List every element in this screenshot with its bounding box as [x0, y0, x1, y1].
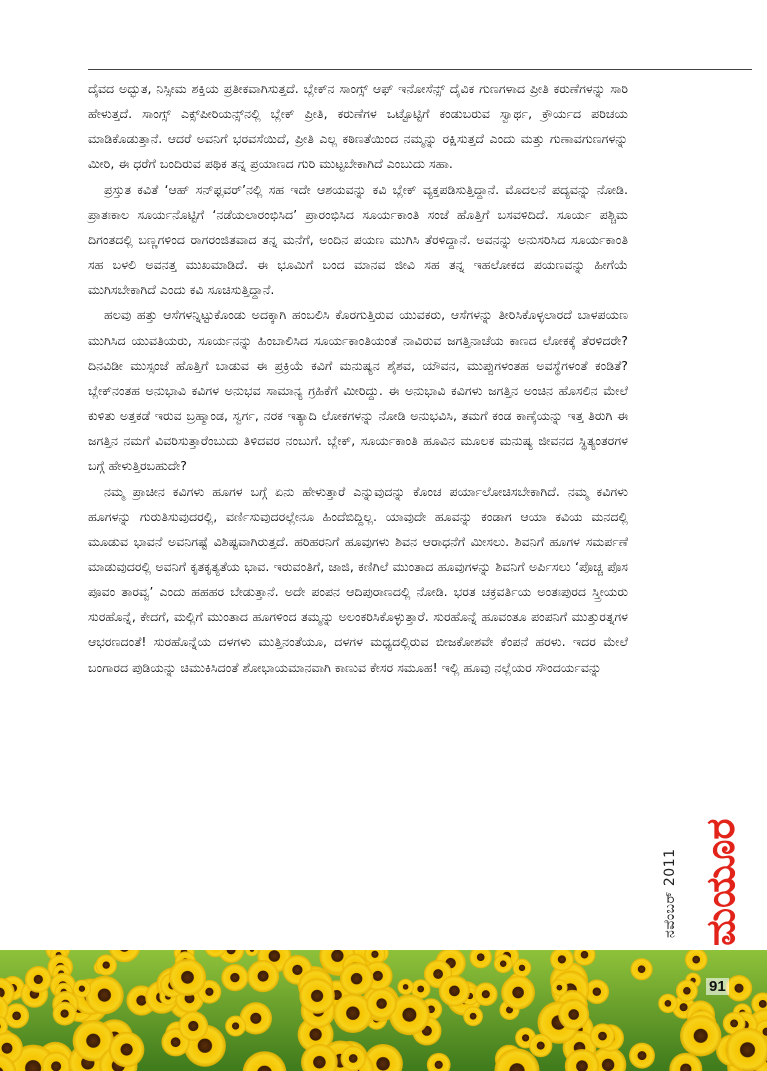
- sunflower-head: [529, 1034, 552, 1057]
- sunflower-head: [501, 976, 535, 1010]
- sunflower-head: [85, 976, 124, 1015]
- magazine-logo: ಮಯೂರ: [697, 818, 744, 946]
- sunflower-head: [726, 975, 752, 1001]
- sunflower-head: [333, 993, 373, 1033]
- sunflower-head: [631, 958, 653, 980]
- sunflower-head: [463, 1006, 483, 1026]
- sunflower-head: [398, 979, 414, 995]
- top-rule: [88, 69, 752, 70]
- sunflower-head: [221, 964, 248, 991]
- sunflower-head: [629, 1043, 655, 1069]
- sunflower-head: [109, 1032, 145, 1068]
- sunflower-head: [340, 962, 374, 996]
- sunflower-head: [341, 1046, 366, 1071]
- sunflower-field-graphic: [0, 950, 767, 1071]
- sunflower-head: [474, 982, 498, 1006]
- sunflower-head: [439, 975, 470, 1006]
- page-number: 91: [706, 978, 729, 995]
- paragraph-1: ದೈವದ ಅದ್ಭುತ, ನಿಸ್ಸೀಮ ಶಕ್ತಿಯ ಪ್ರತೀಕವಾಗಿಸುತ್ತದೆ. ಬ್ಲೇಕ್‌ನ ಸಾಂಗ್ಸ್ ಆಫ್ ಇನೋಸೆನ್ಸ್ ದೈವಿಕ ಗುಣಗಳಾದ ಪ್ರೀತಿ ಕರುಣೆಗಳನ್ನು ಸಾರಿ ಹೇಳುತ್ತದೆ. ಸಾಂಗ್ಸ್ ಎಕ್ಸ್‌ಪೀರಿಯನ್ಸ್‌ನಲ್ಲಿ ಬ್ಲೇಕ್ ಪ್ರೀತಿ, ಕರುಣೆಗಳ ಒಟ್ಟೊಟ್ಟಿಗೆ ಕಂಡುಬರುವ ಸ್ವಾರ್ಥ, ಕ್ರೌರ್ಯದ ಪರಿಚಯ ಮಾಡಿಕೊಡುತ್ತಾನೆ. ಆದರೆ ಅವನಿಗೆ ಭರವಸೆಯಿದೆ, ಪ್ರೀತಿ ಎಲ್ಲ ಕಠಿಣತೆಯಿಂದ ನಮ್ಮನ್ನು ರಕ್ಷಿಸುತ್ತದೆ ಎಂದು ಮತ್ತು ಗುಣಾವಗುಣಗಳನ್ನು ಮೀರಿ, ಈ ಧರೆಗೆ ಬಂದಿರುವ ಪಥಿಕ ತನ್ನ ಪ್ರಯಾಣದ ಗುರಿ ಮುಟ್ಟಬೇಕಾಗಿದೆ ಎಂಬುದು ಸಹಾ.: [88, 81, 628, 172]
- sunflower-head: [73, 980, 91, 998]
- sunflower-head: [590, 1023, 615, 1048]
- sunflower-head: [178, 1011, 208, 1041]
- sunflower-head: [558, 999, 589, 1030]
- sunflower-head: [494, 954, 513, 973]
- sunflower-head: [551, 979, 567, 995]
- paragraph-4: ನಮ್ಮ ಪ್ರಾಚೀನ ಕವಿಗಳು ಹೂಗಳ ಬಗ್ಗೆ ಏನು ಹೇಳುತ್ತಾರೆ ಎನ್ನುವುದನ್ನು ಕೊಂಚ ಪರ್ಯಾಲೋಚಿಸಬೇಕಾಗಿದೆ. ನಮ್ಮ ಕವಿಗಳು ಹೂಗಳನ್ನು ಗುರುತಿಸುವುದರಲ್ಲಿ, ವರ್ಣಿಸುವುದರಲ್ಲೇನೂ ಹಿಂದೆಬಿದ್ದಿಲ್ಲ. ಯಾವುದೇ ಹೂವನ್ನು ಕಂಡಾಗ ಆಯಾ ಕವಿಯ ಮನದಲ್ಲಿ ಮೂಡುವ ಭಾವನೆ ಅವನಿಗಷ್ಟೆ ವಿಶಿಷ್ಟವಾಗಿರುತ್ತದೆ. ಹರಿಹರನಿಗೆ ಹೂವುಗಳು ಶಿವನ ಆರಾಧನೆಗೆ ಮೀಸಲು. ಶಿವನಿಗೆ ಹೂಗಳ ಸಮರ್ಪಣೆ ಮಾಡುವುದರಲ್ಲಿ ಅವನಿಗೆ ಕೃತಕೃತ್ಯತೆಯ ಭಾವ. ಇರುವಂತಿಗೆ, ಜಾಜಿ, ಕಣಿಗಿಲೆ ಮುಂತಾದ ಹೂವುಗಳನ್ನು ಶಿವನಿಗೆ ಅರ್ಪಿಸಲು ‘ಪೊಚ್ಚ ಪೊಸ ಪೂವಂ ತಾರವ್ವ’ ಎಂದು ಹಹಹರ ಬೇಡುತ್ತಾನೆ. ಅದೇ ಪಂಪನ ಆದಿಪುರಾಣದಲ್ಲಿ ನೋಡಿ. ಭರತ ಚಕ್ರವರ್ತಿಯ ಅಂತಃಪುರದ ಸ್ತ್ರೀಯರು ಸುರಹೊನ್ನೆ, ಕೇದಗೆ, ಮಲ್ಲಿಗೆ ಮುಂತಾದ ಹೂಗಳಿಂದ ತಮ್ಮನ್ನು ಅಲಂಕರಿಸಿಕೊಳ್ಳುತ್ತಾರೆ. ಸುರಹೊನ್ನೆ ಹೂವಂತೂ ಪಂಪನಿಗೆ ಮುತ್ತುರತ್ನಗಳ ಆಭರಣದಂತೆ! ಸುರಹೊನ್ನೆಯ ದಳಗಳು ಮುತ್ತಿನಂತೆಯೂ, ದಳಗಳ ಮಧ್ಯದಲ್ಲಿರುವ ಬೀಜಕೋಶವೇ ಕೆಂಪನೆ ಹರಳು. ಇದರ ಮೇಲೆ ಬಂಗಾರದ ಪುಡಿಯನ್ನು ಚಿಮುಕಿಸಿದಂತೆ ಶೋಭಾಯಮಾನವಾಗಿ ಕಾಣುವ ಕೇಸರ ಸಮೂಹ! ಇಲ್ಲಿ ಹೂವು ನಲ್ಲೆಯರ ಸೌಂದರ್ಯವನ್ನು: [88, 483, 628, 675]
- sunflower-head: [658, 994, 677, 1013]
- paragraph-3: ಹಲವು ಹತ್ತು ಆಸೆಗಳನ್ನಿಟ್ಟುಕೊಂಡು ಅದಕ್ಕಾಗಿ ಹಂಬಲಿಸಿ ಕೊರಗುತ್ತಿರುವ ಯುವಕರು, ಆಸೆಗಳನ್ನು ತೀರಿಸಿಕೊಳ್ಳಲಾರದೆ ಬಾಳಪಯಣ ಮುಗಿಸಿದ ಯುವತಿಯರು, ಸೂರ್ಯನನ್ನು ಹಿಂಬಾಲಿಸಿದ ಸೂರ್ಯಕಾಂತಿಯಂತೆ ನಾವಿರುವ ಜಗತ್ತಿನಾಚೆಯ ಕಾಣದ ಲೋಕಕ್ಕೆ ತೆರಳಿದರೇ? ದಿನವಿಡೀ ಮುಸ್ಸಂಜೆ ಹೊತ್ತಿಗೆ ಬಾಡುವ ಈ ಪ್ರಕ್ರಿಯೆ ಕವಿಗೆ ಮನುಷ್ಯನ ಶೈಶವ, ಯೌವನ, ಮುಪ್ಪುಗಳಂತಹ ಅವಸ್ಥೆಗಳಂತೆ ಕಂಡಿತೆ? ಬ್ಲೇಕ್‌ನಂತಹ ಅನುಭಾವಿ ಕವಿಗಳ ಅನುಭವ ಸಾಮಾನ್ಯ ಗ್ರಹಿಕೆಗೆ ಮೀರಿದ್ದು. ಈ ಅನುಭಾವಿ ಕವಿಗಳು ಜಗತ್ತಿನ ಅಂಚಿನ ಹೊಸಲಿನ ಮೇಲೆ ಕುಳಿತು ಅತ್ತಕಡೆ ಇರುವ ಬ್ರಹ್ಮಾಂಡ, ಸ್ವರ್ಗ, ನರಕ ಇತ್ಯಾದಿ ಲೋಕಗಳನ್ನು ನೋಡಿ ಅನುಭವಿಸಿ, ತಮಗೆ ಕಂಡ ಕಾಣ್ಕೆಯನ್ನು ಇತ್ತ ತಿರುಗಿ ಈ ಜಗತ್ತಿನ ನಮಗೆ ವಿವರಿಸುತ್ತಾರೆಂಬುದು ತಿಳಿದವರ ನಂಬುಗೆ. ಬ್ಲೇಕ್, ಸೂರ್ಯಕಾಂತಿ ಹೂವಿನ ಮೂಲಕ ಮನುಷ್ಯ ಜೀವನದ ಸ್ಥಿತ್ಯಂತರಗಳ ಬಗ್ಗೆ ಹೇಳುತ್ತಿರಬಹುದೇ?: [88, 307, 628, 474]
- sunflower-head: [225, 1016, 246, 1037]
- sunflower-head: [513, 959, 532, 978]
- article-body: [88, 76, 628, 680]
- sunflower-head: [299, 978, 335, 1014]
- sunflower-head: [53, 1002, 77, 1026]
- sunflower-head: [247, 960, 279, 992]
- sunflower-head: [25, 966, 52, 993]
- sunflower-head: [366, 988, 397, 1019]
- sunflower-head: [676, 980, 698, 1002]
- sunflower-head: [680, 1015, 721, 1056]
- sunflower-field-image: [0, 950, 767, 1071]
- sunflower-head: [96, 954, 117, 975]
- sunflower-head: [169, 959, 206, 996]
- issue-date: ನವೆಂಬರ್ 2011: [662, 848, 678, 938]
- paragraph-2: ಪ್ರಸ್ತುತ ಕವಿತೆ ‘ಆಹ್ ಸನ್‌ಫ್ಲವರ್’ನಲ್ಲಿ ಸಹ ಇದೇ ಆಶಯವನ್ನು ಕವಿ ಬ್ಲೇಕ್ ವ್ಯಕ್ತಪಡಿಸುತ್ತಿದ್ದಾನೆ. ಮೊದಲನೆ ಪದ್ಯವನ್ನು ನೋಡಿ. ಪ್ರಾತಃಕಾಲ ಸೂರ್ಯನೊಟ್ಟಿಗೆ ‘ನಡೆಯಲಾರಂಭಿಸಿದ’ ಪ್ರಾರಂಭಿಸಿದ ಸೂರ್ಯಕಾಂತಿ ಸಂಜೆ ಹೊತ್ತಿಗೆ ಬಸವಳಿದಿದೆ. ಸೂರ್ಯ ಪಶ್ಚಿಮ ದಿಗಂತದಲ್ಲಿ ಬಣ್ಣಗಳಿಂದ ರಾಗರಂಜಿತವಾದ ತನ್ನ ಮನೆಗೆ, ಅಂದಿನ ಪಯಣ ಮುಗಿಸಿ ತೆರಳಿದ್ದಾನೆ. ಅವನನ್ನು ಅನುಸರಿಸಿದ ಸೂರ್ಯಕಾಂತಿ ಸಹ ಬಳಲಿ ಅವನತ್ತ ಮುಖಮಾಡಿದೆ. ಈ ಭೂಮಿಗೆ ಬಂದ ಮಾನವ ಜೀವಿ ಸಹ ತನ್ನ ಇಹಲೋಕದ ಪಯಣವನ್ನು ಹೀಗೆಯೆ ಮುಗಿಸಬೇಕಾಗಿದೆ ಎಂದು ಕವಿ ಸೂಚಿಸುತ್ತಿದ್ದಾನೆ.: [88, 181, 628, 298]
